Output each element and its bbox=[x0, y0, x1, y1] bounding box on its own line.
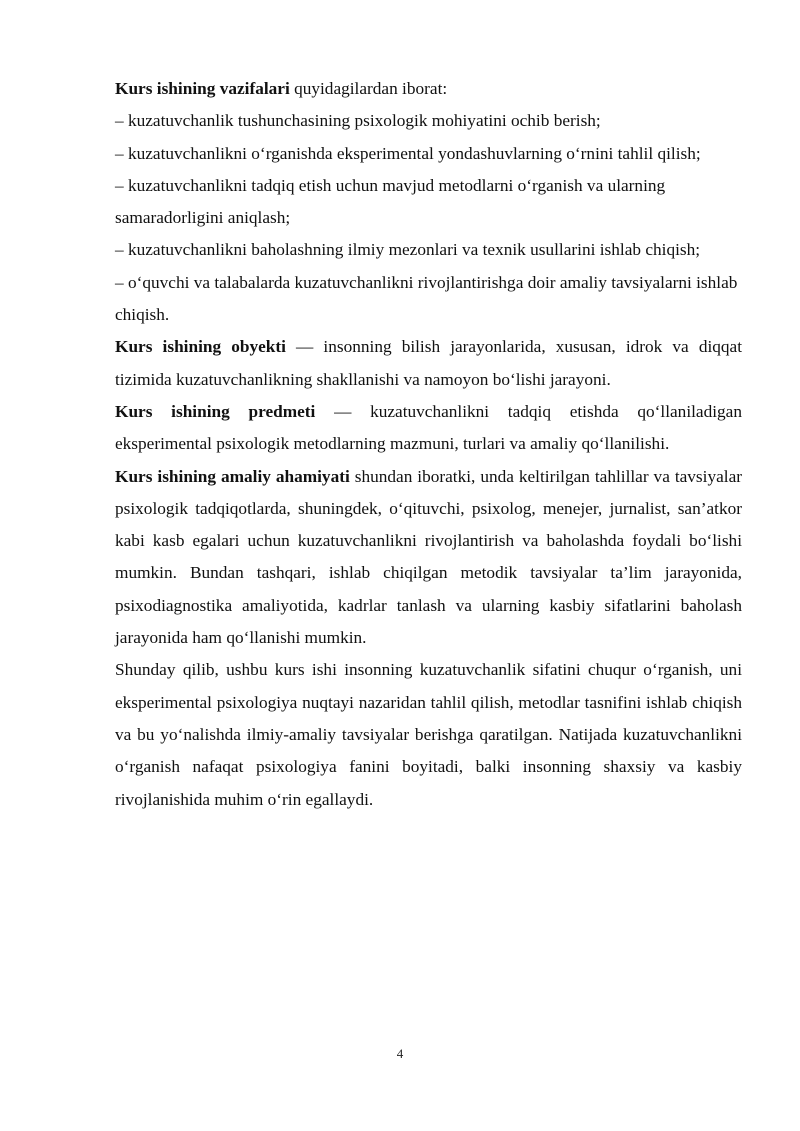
tasks-heading-rest: quyidagilardan iborat: bbox=[289, 79, 448, 98]
tasks-heading-bold: Kurs ishining vazifalari bbox=[115, 79, 290, 98]
object-text: — insonning bilish jarayonlarida, xususan, idrok va diqqat tizimida kuzatuvchanlikning shakllanishi va namoyon bo‘lishi jarayoni. bbox=[115, 337, 743, 389]
significance-text: shundan iboratki, unda keltirilgan tahlillar va tavsiyalar psixologik tadqiqotlarda, shuningdek, o‘qituvchi, psixolog, menejer, jurnalist, san’atkor kabi kasb egalari uchun kuzatuvchanlikni rivojlantirish va baholashda foydali bo‘lishi mumkin. Bundan tashqari, ishlab chiqilgan metodik tavsiyalar ta’lim jarayonida, psixodiagnostika amaliyotida, kadrlar tanlash va ularning kasbiy sifatlarini baholash jarayonida ham qo‘llanishi mumkin. bbox=[115, 466, 743, 648]
conclusion-paragraph: Shunday qilib, ushbu kurs ishi insonning kuzatuvchanlik sifatini chuqur o‘rganish, uni eksperimental psixologiya nuqtayi nazaridan tahlil qilish, metodlar tasnifini ishlab chiqish va bu yo‘nalishda ilmiy-amaliy tavsiyalar berishga qaratilgan. Natijada kuzatuvchanlikni o‘rganish nafaqat psixologiya fanini boyitadi, balki insonning shaxsiy va kasbiy rivojlanishida muhim o‘rin egallaydi. bbox=[115, 660, 742, 809]
significance-paragraph bbox=[115, 461, 742, 655]
page-body bbox=[115, 73, 742, 816]
task-item-3: – kuzatuvchanlikni tadqiq etish uchun mavjud metodlarni o‘rganish va ularning samaradorligini aniqlash; bbox=[115, 175, 666, 228]
page-number: 4 bbox=[396, 1046, 404, 1061]
subject-label: Kurs ishining predmeti bbox=[115, 401, 316, 421]
subject-text: — kuzatuvchanlikni tadqiq etishda qo‘llaniladigan eksperimental psixologik metodlarning mazmuni, turlari va amaliy qo‘llanilishi. bbox=[115, 401, 742, 454]
subject-paragraph bbox=[115, 396, 742, 461]
object-paragraph bbox=[115, 331, 742, 396]
object-label: Kurs ishining obyekti bbox=[115, 337, 286, 357]
task-item-2: – kuzatuvchanlikni o‘rganishda eksperimental yondashuvlarning o‘rnini tahlil qilish; bbox=[115, 143, 701, 163]
task-item-4: – kuzatuvchanlikni baholashning ilmiy mezonlari va texnik usullarini ishlab chiqish; bbox=[115, 240, 701, 260]
task-item-5: – o‘quvchi va talabalarda kuzatuvchanlikni rivojlantirishga doir amaliy tavsiyalarni ishlab chiqish. bbox=[115, 272, 738, 325]
task-item-1: – kuzatuvchanlik tushunchasining psixologik mohiyatini ochib berish; bbox=[115, 111, 601, 131]
tasks-heading bbox=[115, 73, 742, 105]
significance-label: Kurs ishining amaliy ahamiyati bbox=[115, 466, 350, 486]
